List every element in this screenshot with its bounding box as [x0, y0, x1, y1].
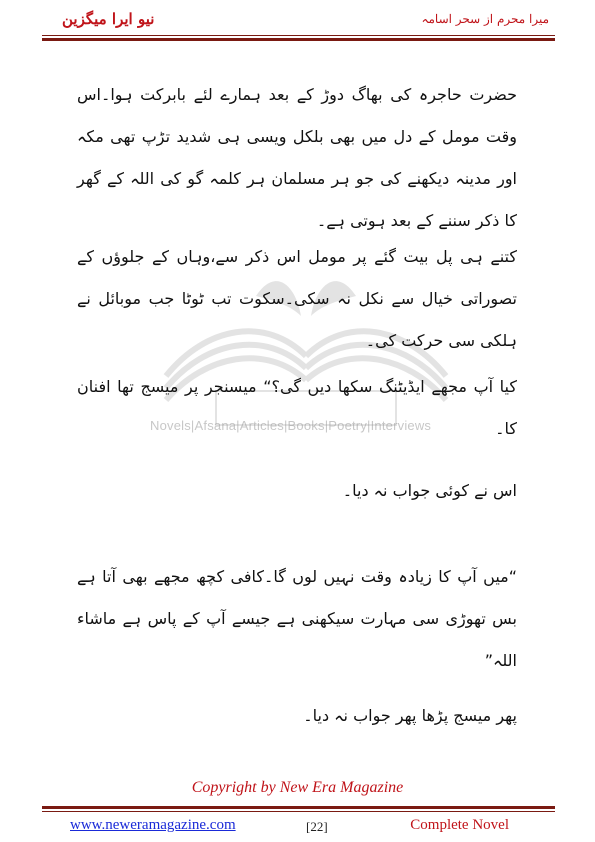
footer-rule-thin — [42, 811, 555, 812]
paragraph-3: کیا آپ مجھے ایڈیٹنگ سکھا دیں گی؟“ میسنجر پر میسج تھا افنان کا۔ — [77, 377, 517, 438]
complete-novel-label: Complete Novel — [410, 817, 509, 833]
footer-rule-thick — [42, 806, 555, 809]
paragraph-2: کتنے ہی پل بیت گئے پر مومل اس ذکر سے،وہاں کے جلوؤں کے تصوراتی خیال سے نکل نہ سکی۔سکوت تب ٹوٹا جب موبائل نے ہلکی سی حرکت کی۔ — [77, 247, 517, 350]
novel-title: میرا محرم از سحر اسامہ — [421, 12, 549, 26]
header-rule-thin — [42, 35, 555, 36]
header-rule-thick — [42, 38, 555, 41]
paragraph-1: حضرت حاجرہ کی بھاگ دوڑ کے بعد ہمارے لئے بابرکت ہوا۔اس وقت مومل کے دل میں بھی بلکل ویسی ہی شدید تڑپ تھی مکہ اور مدینہ دیکھنے کی جو ہر مسلمان ہر کلمہ گو کی اللہ کے گھر کا ذکر سننے کے بعد ہوتی ہے۔ — [77, 85, 517, 230]
copyright-notice: Copyright by New Era Magazine — [191, 779, 404, 796]
page-number: [22] — [306, 819, 328, 834]
paragraph-4: اس نے کوئی جواب نہ دیا۔ — [342, 481, 517, 500]
paragraph-5: “میں آپ کا زیادہ وقت نہیں لوں گا۔کافی کچھ مجھے بھی آتا ہے بس تھوڑی سی مہارت سیکھنی ہے جیسے آپ کے پاس ہے ماشاء اللہ” — [77, 567, 517, 670]
watermark-tagline: Novels|Afsana|Articles|Books|Poetry|Interviews — [150, 418, 432, 433]
magazine-name: نیو ایرا میگزین — [62, 10, 155, 28]
website-link[interactable]: www.neweramagazine.com — [70, 817, 236, 833]
paragraph-6: پھر میسج پڑھا پھر جواب نہ دیا۔ — [303, 706, 517, 725]
